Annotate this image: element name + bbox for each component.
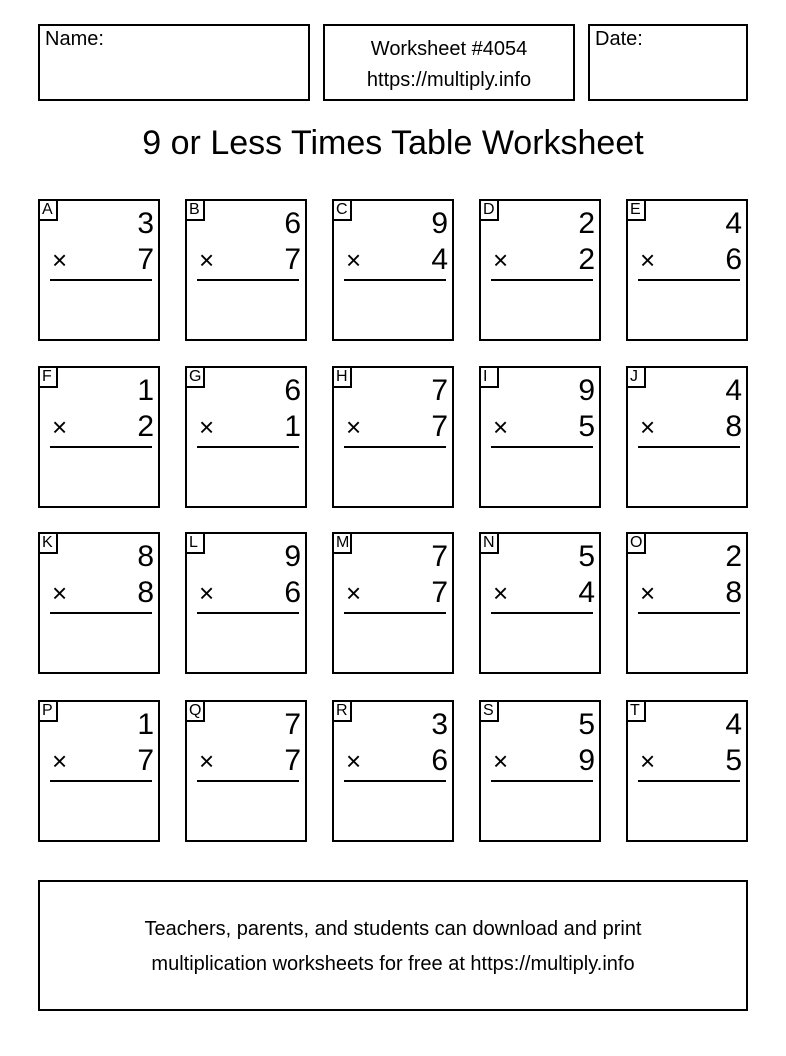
multiplicand: 9 bbox=[284, 540, 301, 573]
multiplier: 2 bbox=[578, 243, 595, 276]
answer-line bbox=[197, 279, 299, 281]
multiply-sign: × bbox=[493, 578, 509, 608]
answer-line bbox=[344, 279, 446, 281]
multiply-sign: × bbox=[493, 245, 509, 275]
problem-card[interactable] bbox=[479, 700, 601, 842]
multiplier: 5 bbox=[578, 410, 595, 443]
multiplier: 7 bbox=[137, 744, 154, 777]
multiplicand: 6 bbox=[284, 207, 301, 240]
multiplicand: 7 bbox=[431, 374, 448, 407]
multiplier: 8 bbox=[137, 576, 154, 609]
answer-line bbox=[491, 612, 593, 614]
multiply-sign: × bbox=[346, 578, 362, 608]
multiply-sign: × bbox=[52, 412, 68, 442]
problem-card[interactable] bbox=[38, 366, 160, 508]
multiplicand: 1 bbox=[137, 374, 154, 407]
problem-card[interactable] bbox=[185, 366, 307, 508]
multiplicand: 8 bbox=[137, 540, 154, 573]
problem-letter: H bbox=[332, 366, 352, 388]
multiply-sign: × bbox=[52, 245, 68, 275]
multiplier: 9 bbox=[578, 744, 595, 777]
multiplicand: 4 bbox=[725, 207, 742, 240]
multiplier: 8 bbox=[725, 576, 742, 609]
problem-card[interactable] bbox=[38, 199, 160, 341]
answer-line bbox=[197, 612, 299, 614]
worksheet-info-box bbox=[323, 24, 575, 101]
multiplicand: 9 bbox=[431, 207, 448, 240]
problem-letter: O bbox=[626, 532, 646, 554]
problem-letter: J bbox=[626, 366, 646, 388]
problem-card[interactable] bbox=[185, 532, 307, 674]
multiplicand: 3 bbox=[431, 708, 448, 741]
answer-line bbox=[344, 446, 446, 448]
page-title: 9 or Less Times Table Worksheet bbox=[142, 124, 644, 162]
multiplier: 4 bbox=[578, 576, 595, 609]
problem-card[interactable] bbox=[626, 532, 748, 674]
multiplicand: 5 bbox=[578, 708, 595, 741]
problem-card[interactable] bbox=[479, 532, 601, 674]
problem-letter: L bbox=[185, 532, 205, 554]
problem-letter: A bbox=[38, 199, 58, 221]
answer-line bbox=[344, 780, 446, 782]
footer-line-1: Teachers, parents, and students can download and print bbox=[144, 918, 642, 940]
answer-line bbox=[50, 612, 152, 614]
multiply-sign: × bbox=[640, 245, 656, 275]
multiplicand: 2 bbox=[725, 540, 742, 573]
answer-line bbox=[50, 279, 152, 281]
problem-card[interactable] bbox=[332, 199, 454, 341]
answer-line bbox=[491, 780, 593, 782]
answer-line bbox=[50, 446, 152, 448]
problem-card[interactable] bbox=[332, 366, 454, 508]
problem-card[interactable] bbox=[38, 532, 160, 674]
problem-letter: I bbox=[479, 366, 499, 388]
problem-letter: M bbox=[332, 532, 352, 554]
answer-line bbox=[197, 446, 299, 448]
multiplicand: 2 bbox=[578, 207, 595, 240]
multiply-sign: × bbox=[640, 746, 656, 776]
problem-card[interactable] bbox=[332, 700, 454, 842]
multiplier: 6 bbox=[725, 243, 742, 276]
answer-line bbox=[197, 780, 299, 782]
multiplicand: 1 bbox=[137, 708, 154, 741]
answer-line bbox=[638, 612, 740, 614]
multiplier: 5 bbox=[725, 744, 742, 777]
multiplicand: 5 bbox=[578, 540, 595, 573]
problem-letter: E bbox=[626, 199, 646, 221]
problem-letter: D bbox=[479, 199, 499, 221]
multiply-sign: × bbox=[199, 412, 215, 442]
answer-line bbox=[638, 446, 740, 448]
answer-line bbox=[491, 446, 593, 448]
name-field-box[interactable] bbox=[38, 24, 310, 101]
problem-card[interactable] bbox=[38, 700, 160, 842]
multiplier: 2 bbox=[137, 410, 154, 443]
problem-letter: F bbox=[38, 366, 58, 388]
problem-card[interactable] bbox=[185, 199, 307, 341]
problem-letter: N bbox=[479, 532, 499, 554]
multiplier: 6 bbox=[284, 576, 301, 609]
multiply-sign: × bbox=[640, 412, 656, 442]
answer-line bbox=[638, 780, 740, 782]
problem-card[interactable] bbox=[626, 700, 748, 842]
problem-letter: P bbox=[38, 700, 58, 722]
worksheet-url: https://multiply.info bbox=[366, 69, 532, 91]
problem-letter: T bbox=[626, 700, 646, 722]
problem-letter: R bbox=[332, 700, 352, 722]
multiplier: 8 bbox=[725, 410, 742, 443]
multiplicand: 7 bbox=[431, 540, 448, 573]
multiply-sign: × bbox=[199, 578, 215, 608]
worksheet-number: Worksheet #4054 bbox=[370, 38, 528, 60]
problem-letter: Q bbox=[185, 700, 205, 722]
multiply-sign: × bbox=[199, 746, 215, 776]
multiply-sign: × bbox=[52, 578, 68, 608]
problem-card[interactable] bbox=[626, 199, 748, 341]
multiplier: 7 bbox=[431, 410, 448, 443]
multiplicand: 9 bbox=[578, 374, 595, 407]
multiplier: 7 bbox=[431, 576, 448, 609]
multiply-sign: × bbox=[493, 412, 509, 442]
multiplicand: 3 bbox=[137, 207, 154, 240]
problem-letter: G bbox=[185, 366, 205, 388]
name-label: Name: bbox=[45, 28, 104, 50]
multiply-sign: × bbox=[493, 746, 509, 776]
multiplier: 7 bbox=[284, 744, 301, 777]
date-label: Date: bbox=[595, 28, 643, 50]
problem-letter: K bbox=[38, 532, 58, 554]
problem-card[interactable] bbox=[185, 700, 307, 842]
problem-card[interactable] bbox=[626, 366, 748, 508]
multiplier: 6 bbox=[431, 744, 448, 777]
answer-line bbox=[50, 780, 152, 782]
date-field-box[interactable] bbox=[588, 24, 748, 101]
answer-line bbox=[638, 279, 740, 281]
problem-card[interactable] bbox=[479, 366, 601, 508]
problem-letter: C bbox=[332, 199, 352, 221]
multiplicand: 4 bbox=[725, 708, 742, 741]
multiply-sign: × bbox=[199, 245, 215, 275]
problem-card[interactable] bbox=[479, 199, 601, 341]
multiplier: 1 bbox=[284, 410, 301, 443]
answer-line bbox=[344, 612, 446, 614]
footer-line-2: multiplication worksheets for free at https://multiply.info bbox=[151, 953, 635, 975]
multiply-sign: × bbox=[346, 746, 362, 776]
multiplier: 7 bbox=[284, 243, 301, 276]
problem-letter: S bbox=[479, 700, 499, 722]
multiplicand: 6 bbox=[284, 374, 301, 407]
multiplier: 4 bbox=[431, 243, 448, 276]
problem-letter: B bbox=[185, 199, 205, 221]
multiplier: 7 bbox=[137, 243, 154, 276]
multiplicand: 7 bbox=[284, 708, 301, 741]
multiply-sign: × bbox=[346, 412, 362, 442]
answer-line bbox=[491, 279, 593, 281]
multiply-sign: × bbox=[52, 746, 68, 776]
problem-card[interactable] bbox=[332, 532, 454, 674]
multiply-sign: × bbox=[640, 578, 656, 608]
multiplicand: 4 bbox=[725, 374, 742, 407]
footer-box bbox=[38, 880, 748, 1011]
multiply-sign: × bbox=[346, 245, 362, 275]
